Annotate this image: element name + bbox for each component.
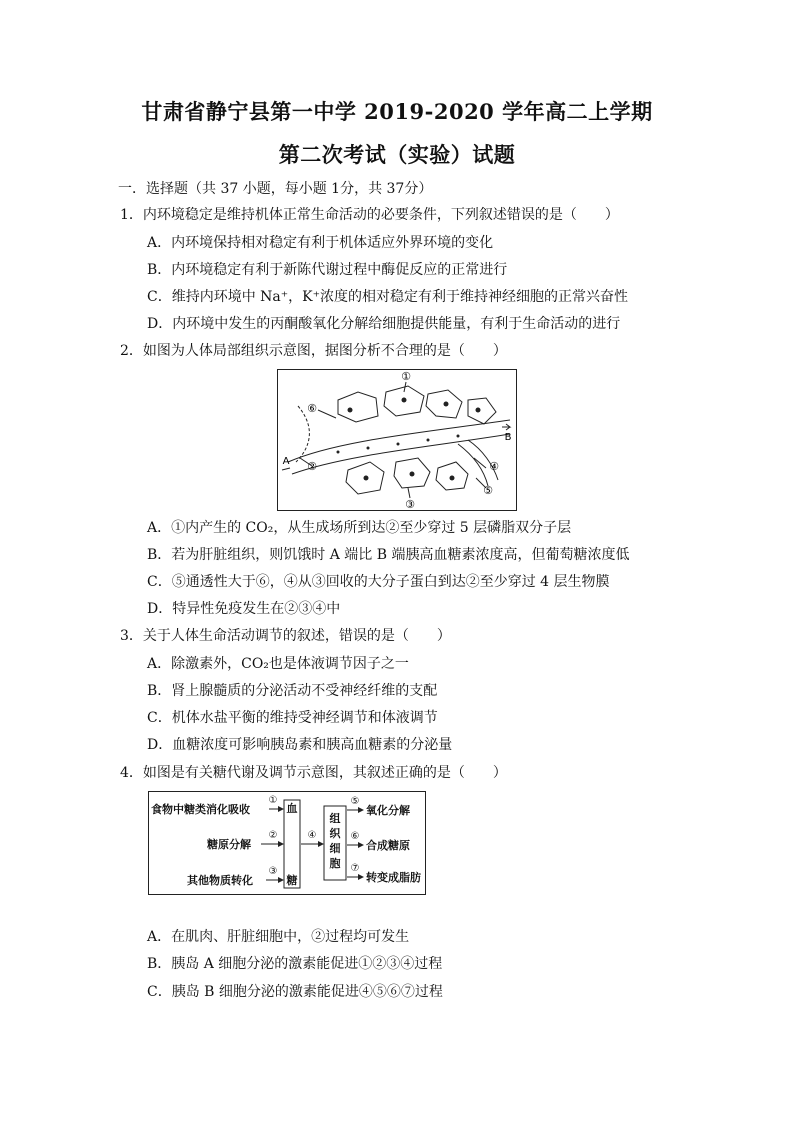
section-heading: 一．选择题（共 37 小题，每小题 1分，共 37分） xyxy=(118,181,433,197)
num-2: ② xyxy=(268,830,278,841)
num-3: ③ xyxy=(268,866,278,877)
question-4-stem: 4．如图是有关糖代谢及调节示意图，其叙述正确的是（ ） xyxy=(120,765,507,781)
label-1: ① xyxy=(401,370,411,383)
question-1-option-d: D．内环境中发生的丙酮酸氧化分解给细胞提供能量，有利于生命活动的进行 xyxy=(147,316,621,332)
page-title-line-2: 第二次考试（实验）试题 xyxy=(278,142,516,167)
question-1-option-c: C．维持内环境中 Na⁺，K⁺浓度的相对稳定有利于维持神经细胞的正常兴奋性 xyxy=(147,289,628,305)
tissue-char-4: 胞 xyxy=(329,857,341,870)
question-4-option-c: C．胰岛 B 细胞分泌的激素能促进④⑤⑥⑦过程 xyxy=(147,984,443,1000)
question-2-option-a: A．①内产生的 CO₂，从生成场所到达②至少穿过 5 层磷脂双分子层 xyxy=(147,520,572,536)
source-glycogen: 糖原分解 xyxy=(207,838,251,851)
blood-char-1: 血 xyxy=(286,802,298,815)
question-1-option-b: B．内环境稳定有利于新陈代谢过程中酶促反应的正常进行 xyxy=(147,262,508,278)
glucose-metabolism-diagram xyxy=(148,791,426,895)
label-a: A xyxy=(282,456,290,467)
source-food: 食物中糖类消化吸收 xyxy=(151,803,250,816)
num-4: ④ xyxy=(307,830,317,841)
label-2: ② xyxy=(307,460,317,473)
question-4-option-a: A．在肌肉、肝脏细胞中，②过程均可发生 xyxy=(147,929,410,945)
blood-char-2: 糖 xyxy=(286,874,298,887)
question-2-option-b: B．若为肝脏组织，则饥饿时 A 端比 B 端胰高血糖素浓度高，但葡萄糖浓度低 xyxy=(147,547,630,563)
num-7: ⑦ xyxy=(350,863,360,874)
question-3-option-b: B．肾上腺髓质的分泌活动不受神经纤维的支配 xyxy=(147,683,438,699)
label-b: B xyxy=(504,432,512,443)
num-5: ⑤ xyxy=(350,796,360,807)
question-3-option-a: A．除激素外，CO₂也是体液调节因子之一 xyxy=(147,656,409,672)
num-1: ① xyxy=(268,795,278,806)
question-3-option-d: D．血糖浓度可影响胰岛素和胰高血糖素的分泌量 xyxy=(147,737,453,753)
label-5: ⑤ xyxy=(483,484,493,497)
output-oxidation: 氧化分解 xyxy=(366,804,410,817)
tissue-diagram xyxy=(277,369,517,511)
label-4: ④ xyxy=(489,460,499,473)
output-glycogen: 合成糖原 xyxy=(366,839,410,852)
question-1-option-a: A．内环境保持相对稳定有利于机体适应外界环境的变化 xyxy=(147,235,494,251)
num-6: ⑥ xyxy=(350,831,360,842)
question-2-option-c: C．⑤通透性大于⑥，④从③回收的大分子蛋白到达②至少穿过 4 层生物膜 xyxy=(147,574,610,590)
question-2-stem: 2．如图为人体局部组织示意图，据图分析不合理的是（ ） xyxy=(120,343,507,359)
question-3-option-c: C．机体水盐平衡的维持受神经调节和体液调节 xyxy=(147,710,438,726)
page-title-line-1: 甘肃省静宁县第一中学 2019-2020 学年高二上学期 xyxy=(141,99,653,124)
tissue-char-3: 细 xyxy=(329,842,341,855)
question-1-stem: 1．内环境稳定是维持机体正常生命活动的必要条件，下列叙述错误的是（ ） xyxy=(120,207,619,223)
label-6: ⑥ xyxy=(307,402,317,415)
tissue-char-2: 织 xyxy=(329,827,341,840)
source-other: 其他物质转化 xyxy=(187,874,253,887)
question-4-option-b: B．胰岛 A 细胞分泌的激素能促进①②③④过程 xyxy=(147,956,443,972)
question-2-option-d: D．特异性免疫发生在②③④中 xyxy=(147,601,341,617)
label-3: ③ xyxy=(405,498,415,510)
tissue-char-1: 组 xyxy=(329,812,341,825)
question-3-stem: 3．关于人体生命活动调节的叙述，错误的是（ ） xyxy=(120,628,451,644)
output-fat: 转变成脂肪 xyxy=(366,871,421,884)
